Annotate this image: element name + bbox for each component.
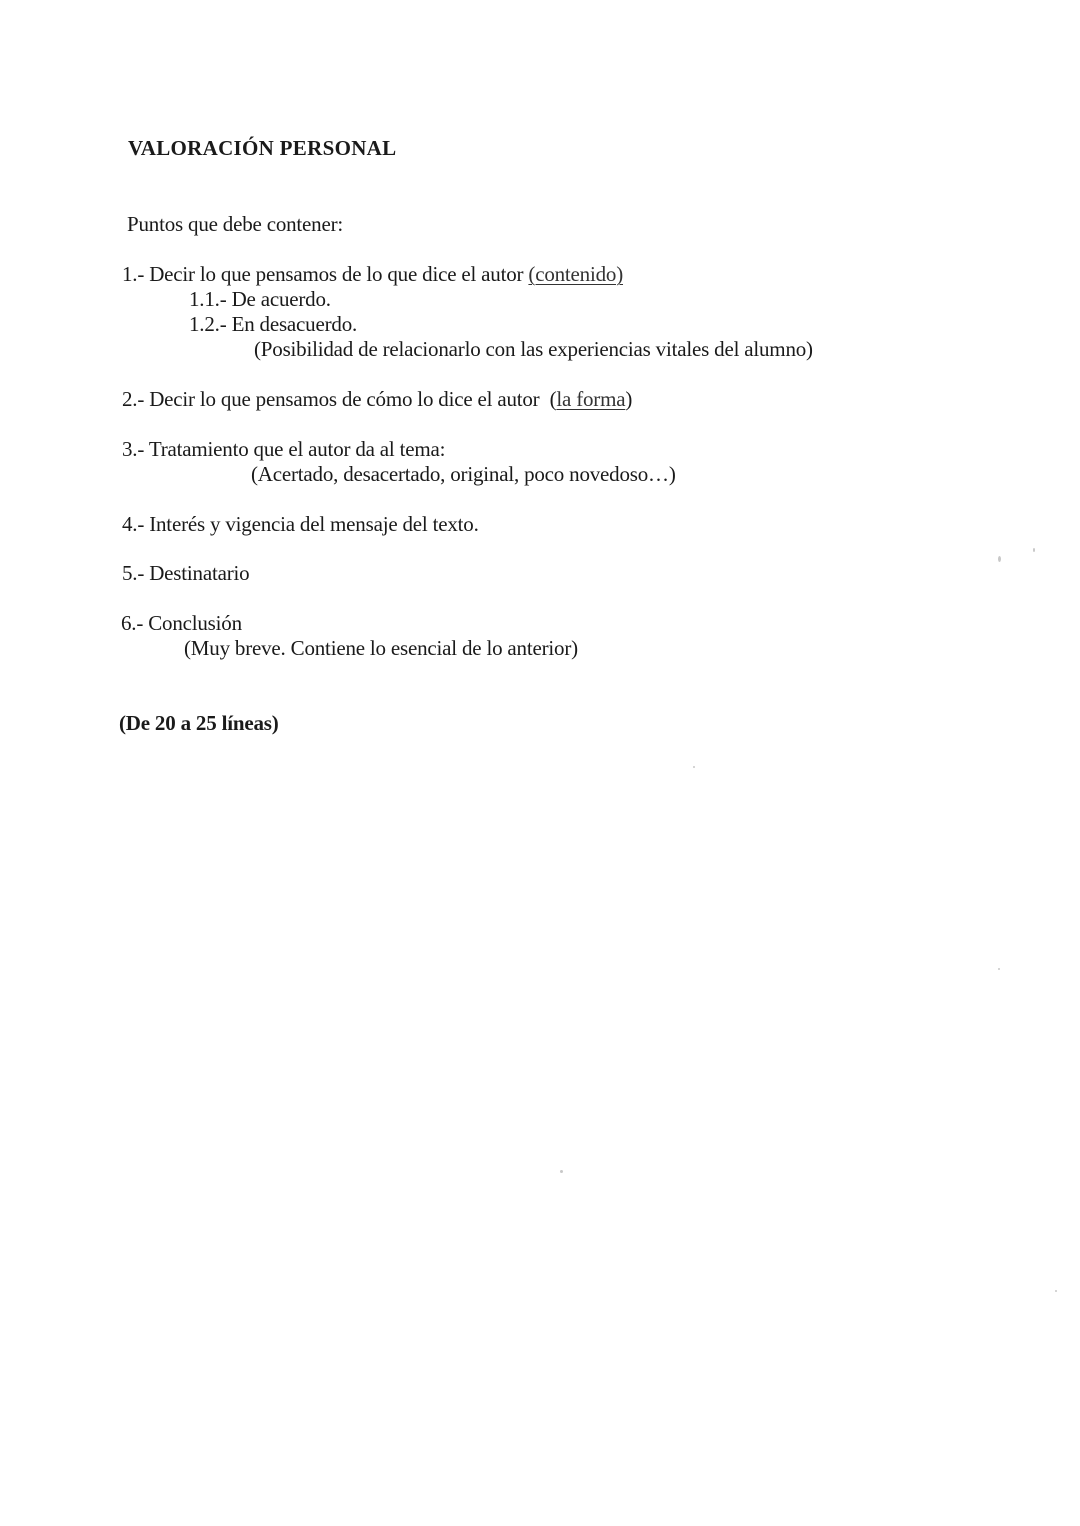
item-text: Destinatario — [149, 561, 250, 585]
item-number: 2.- — [122, 387, 145, 411]
item-text: Decir lo que pensamos de cómo lo dice el autor — [149, 387, 540, 411]
scan-speck — [1033, 548, 1035, 552]
sub-item-1-1 — [189, 287, 331, 311]
page-title: VALORACIÓN PERSONAL — [128, 136, 397, 160]
length-note: (De 20 a 25 líneas) — [119, 711, 279, 735]
item-3-note: (Acertado, desacertado, original, poco novedoso…) — [251, 462, 676, 486]
item-number: 5.- — [122, 561, 145, 585]
sub-item-text: En desacuerdo. — [231, 312, 358, 336]
sub-item-number: 1.1.- — [189, 287, 227, 311]
item-text: Tratamiento que el autor da al tema: — [148, 437, 446, 461]
list-item-2 — [122, 387, 632, 411]
list-item-4 — [122, 512, 479, 536]
sub-item-text: De acuerdo. — [231, 287, 331, 311]
scan-speck — [693, 766, 695, 768]
item-1-note: (Posibilidad de relacionarlo con las experiencias vitales del alumno) — [254, 337, 813, 361]
item-emphasis-open: ( — [549, 387, 557, 411]
item-emphasis: la forma — [556, 387, 626, 411]
item-text: Interés y vigencia del mensaje del texto. — [149, 512, 479, 536]
sub-item-number: 1.2.- — [189, 312, 227, 336]
intro-text: Puntos que debe contener: — [127, 212, 344, 236]
item-number: 3.- — [122, 437, 145, 461]
list-item-5 — [122, 561, 249, 585]
list-item-3 — [122, 437, 445, 461]
item-text: Conclusión — [148, 611, 242, 635]
item-number: 6.- — [121, 611, 144, 635]
list-item-6 — [121, 611, 242, 635]
sub-item-1-2 — [189, 312, 357, 336]
item-emphasis: (contenido) — [528, 262, 624, 286]
scan-speck — [1055, 1290, 1057, 1292]
scan-speck — [998, 968, 1000, 970]
scan-speck — [560, 1170, 563, 1173]
scan-speck — [998, 556, 1001, 562]
item-text: Decir lo que pensamos de lo que dice el autor — [149, 262, 524, 286]
item-number: 4.- — [122, 512, 145, 536]
list-item-1 — [122, 262, 623, 286]
item-emphasis-close: ) — [625, 387, 633, 411]
item-6-note: (Muy breve. Contiene lo esencial de lo anterior) — [184, 636, 578, 660]
item-number: 1.- — [122, 262, 145, 286]
